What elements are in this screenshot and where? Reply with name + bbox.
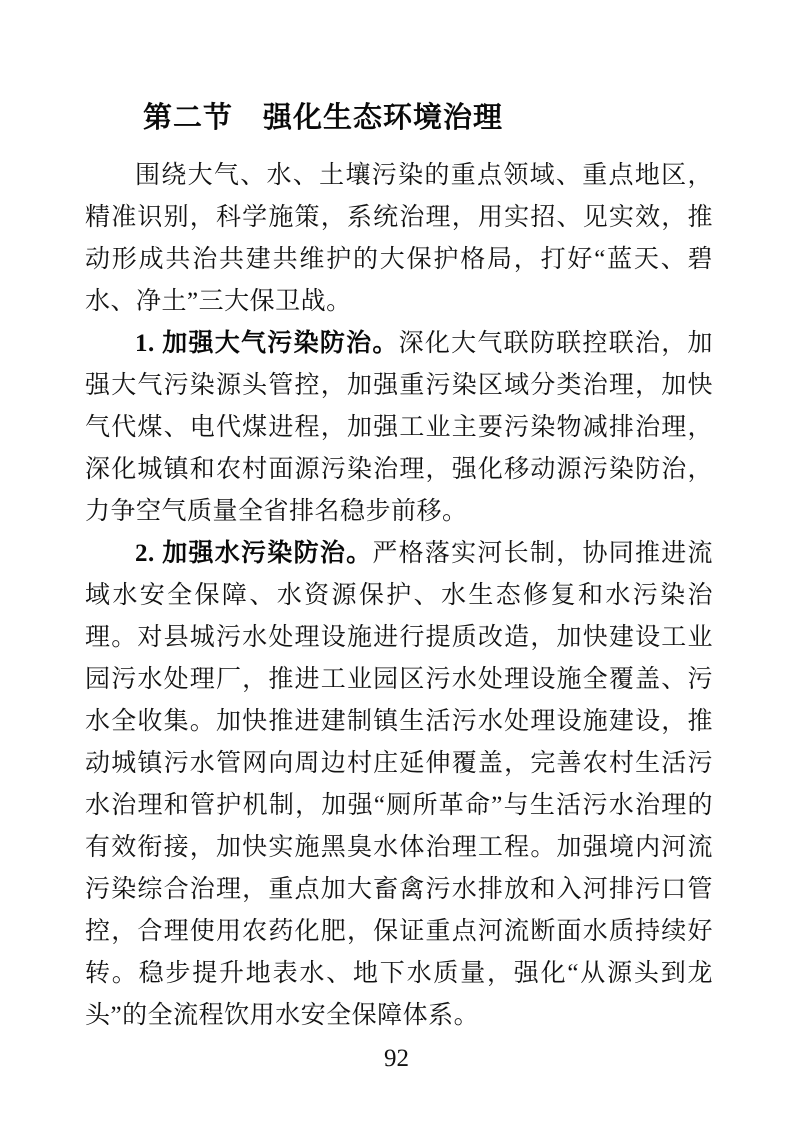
paragraph-intro	[85, 155, 713, 323]
paragraph-text: 严格落实河长制，协同推进流域水安全保障、水资源保护、水生态修复和水污染治理。对县城污水处理设施进行提质改造，加快建设工业园污水处理厂，推进工业园区污水处理设施全覆盖、污水全收集。加快推进建制镇生活污水处理设施建设，推动城镇污水管网向周边村庄延伸覆盖，完善农村生活污水治理和管护机制，加强“厕所革命”与生活污水治理的有效衔接，加快实施黑臭水体治理工程。加强境内河流污染综合治理，重点加大畜禽污水排放和入河排污口管控，合理使用农药化肥，保证重点河流断面水质持续好转。稳步提升地表水、地下水质量，强化“从源头到龙头”的全流程饮用水安全保障体系。	[85, 540, 713, 1029]
text-block	[85, 98, 713, 1037]
section-title: 第二节 强化生态环境治理	[143, 102, 504, 134]
page-number: 92	[384, 1045, 409, 1072]
paragraph-lead: 1. 加强大气污染防治。	[135, 330, 399, 357]
paragraph-water-pollution	[85, 533, 713, 1037]
paragraph-text: 深化大气联防联控联治，加强大气污染源头管控，加强重污染区域分类治理，加快气代煤、电代煤进程，加强工业主要污染物减排治理，深化城镇和农村面源污染治理，强化移动源污染防治，力争空气质量全省排名稳步前移。	[85, 330, 713, 525]
paragraph-air-pollution	[85, 323, 713, 533]
paragraph-lead: 2. 加强水污染防治。	[135, 540, 373, 567]
paragraph-text: 围绕大气、水、土壤污染的重点领域、重点地区，精准识别，科学施策，系统治理，用实招、见实效，推动形成共治共建共维护的大保护格局，打好“蓝天、碧水、净土”三大保卫战。	[85, 162, 713, 315]
